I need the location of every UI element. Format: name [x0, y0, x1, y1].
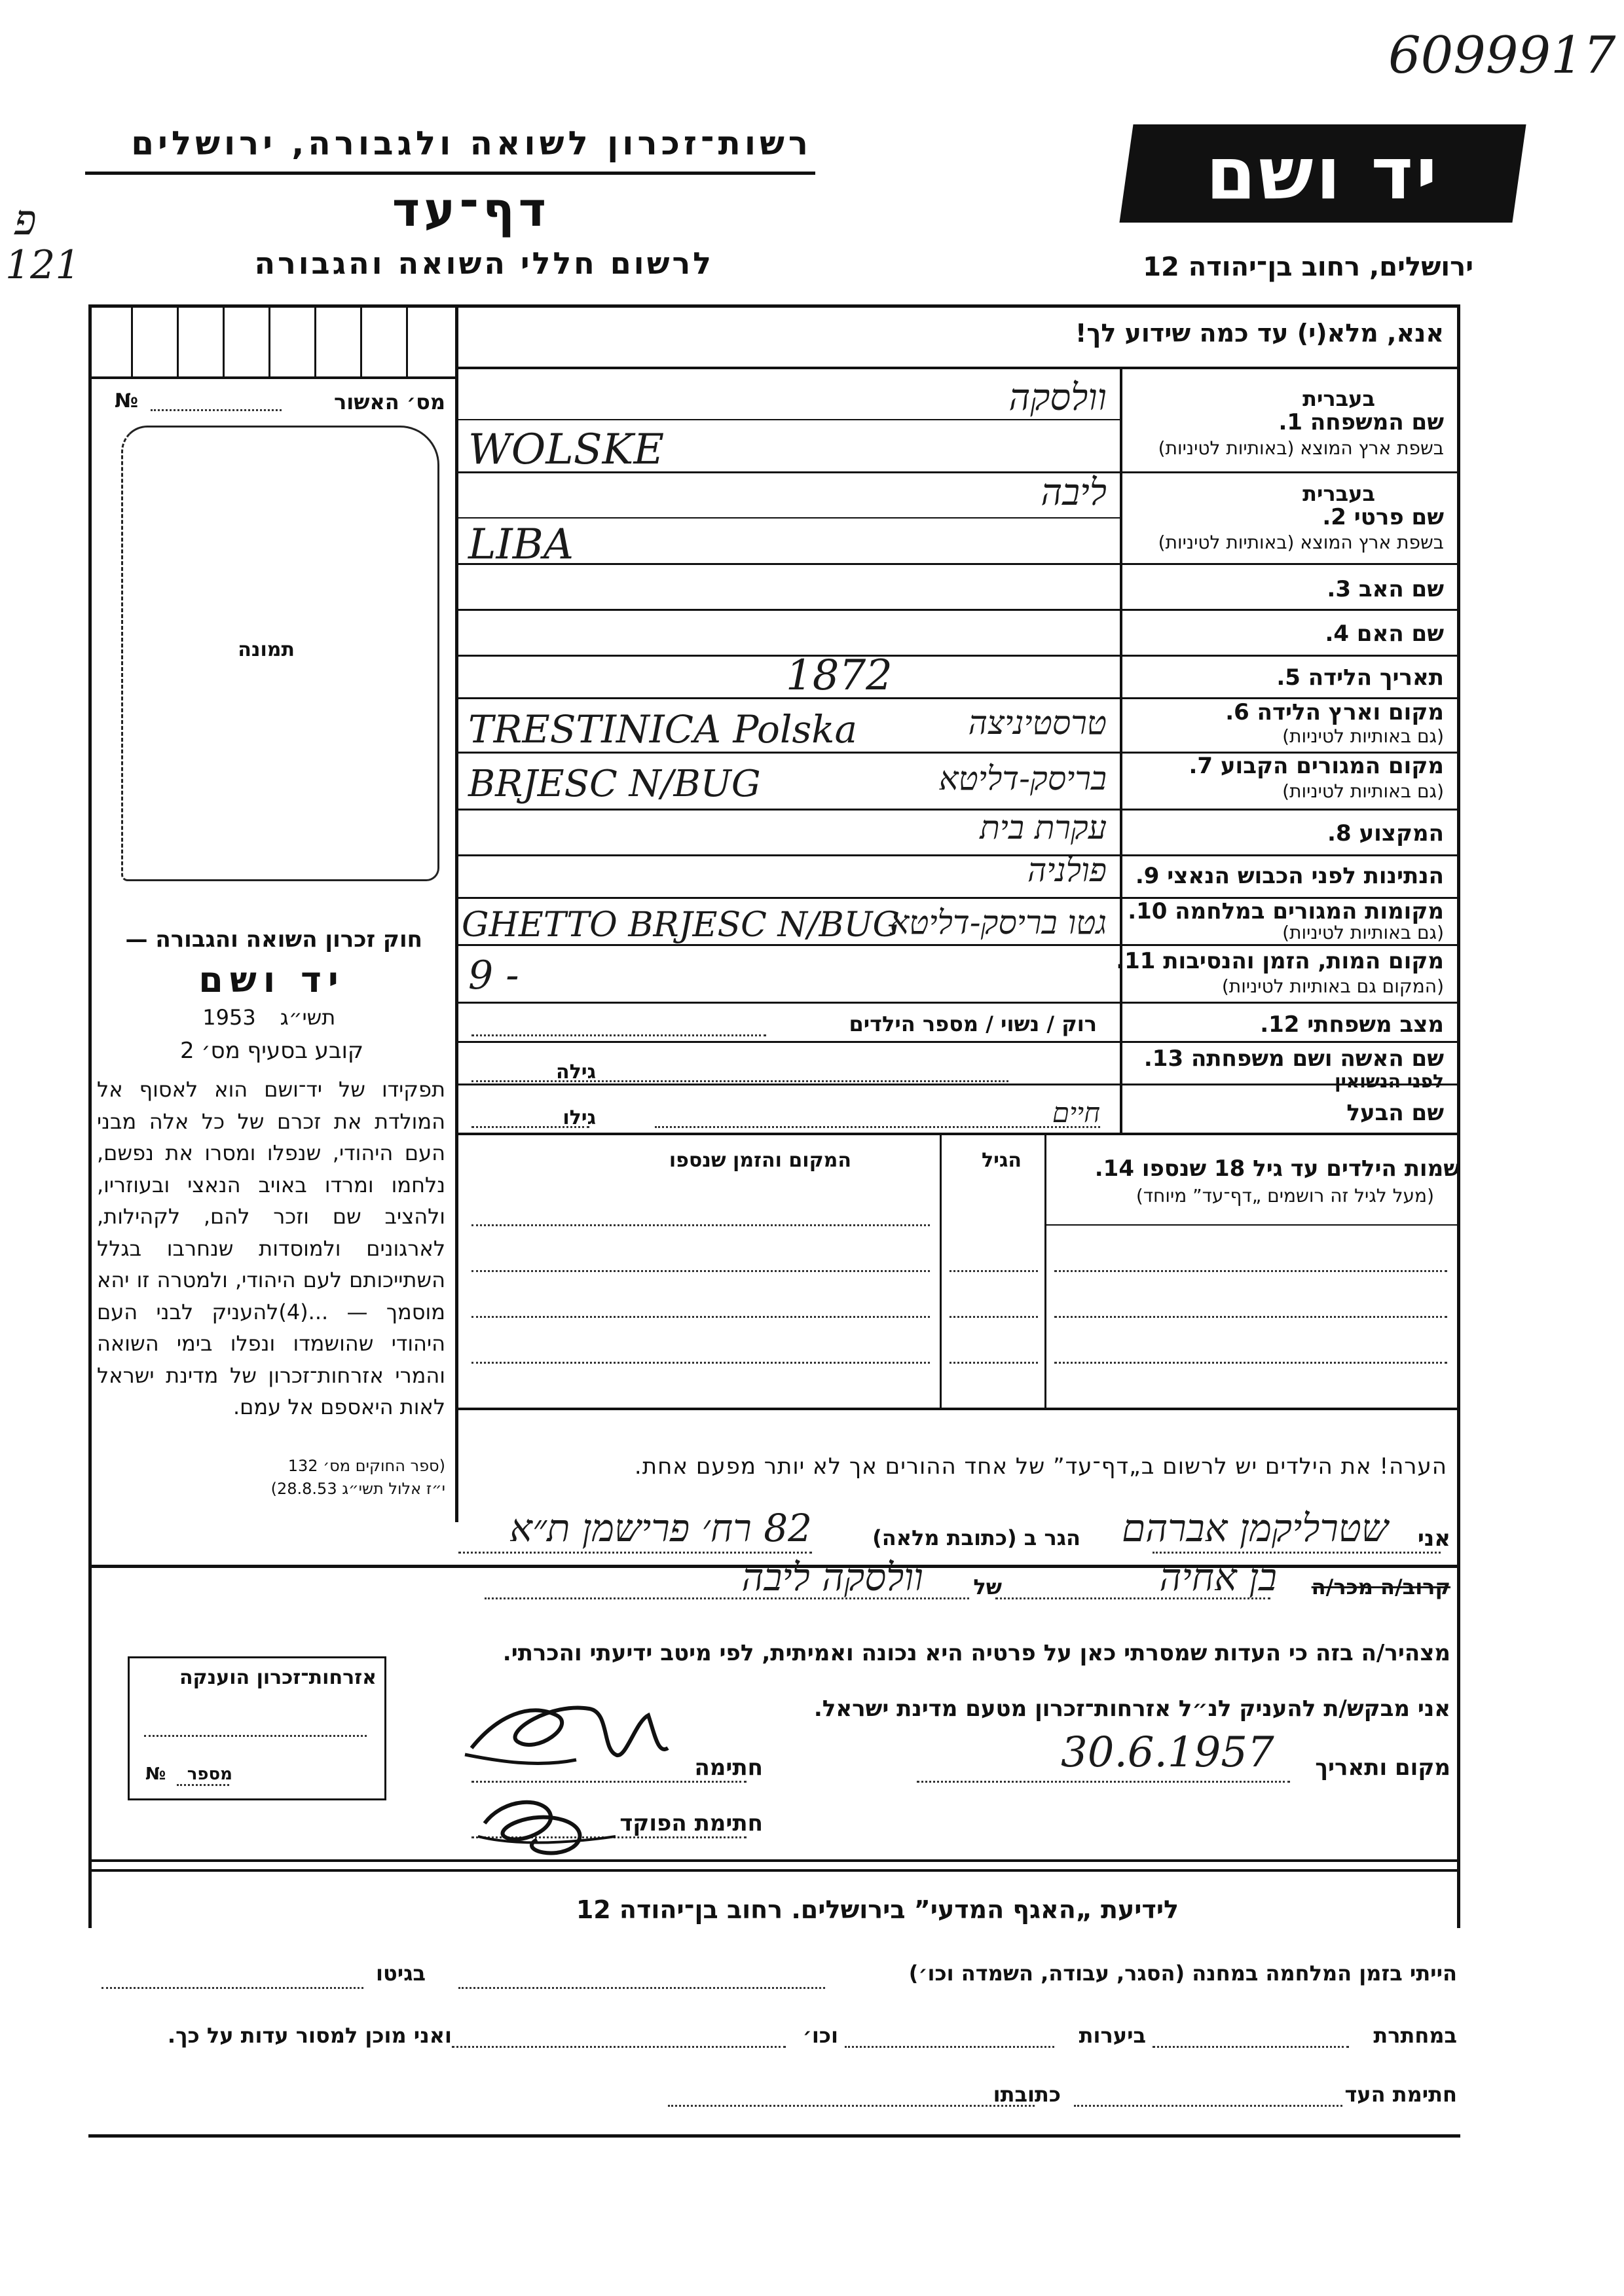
- field-2-sub: בשפת ארץ המוצא (באותיות לטיניות): [1158, 532, 1444, 553]
- footer-ghetto-label: בגיטו: [376, 1961, 426, 1986]
- approval-no-sign: №: [115, 390, 139, 412]
- husband-label: שם הבעל: [1346, 1100, 1444, 1126]
- birthplace-hebrew: טרסטיניצה: [968, 704, 1107, 742]
- profession-value: עקרת בית: [980, 809, 1107, 847]
- authority-underline: [85, 172, 815, 175]
- field-6-sub: (גם באותיות לטיניות): [1282, 725, 1444, 747]
- footer-address-label: כתובתו: [993, 2082, 1061, 2107]
- in-hebrew-2: בעברית: [1302, 481, 1375, 506]
- form-title: דף־עד: [392, 182, 550, 237]
- field-12-label: מצב משפחתי 12.: [1260, 1011, 1444, 1038]
- birthplace-latin: TRESTINICA Polska: [468, 707, 858, 752]
- authority-name: רשות־זכרון לשואה ולגבורה, ירושלים: [131, 124, 812, 162]
- lives-in-label: הגר ב (כתובת מלאה): [872, 1525, 1080, 1550]
- footer-witness-signature-label: חתימת העד: [1344, 2082, 1457, 2107]
- law-title: חוק זכרון השואה והגבורה —: [125, 926, 422, 953]
- citizenship-box-title: אזרחות־זכרון הוענקה: [179, 1666, 377, 1689]
- footer-underground-label: במחתרת: [1373, 2023, 1457, 2048]
- children-label: שמות הילדים עד גיל 18 שנספו 14.: [1094, 1156, 1460, 1182]
- wartime-residence-latin: GHETTO BRJESC N/BUG: [462, 905, 900, 945]
- place-date-value: 30.6.1957: [1061, 1728, 1274, 1777]
- of-label: של: [973, 1575, 1002, 1599]
- margin-note-letter: פ: [14, 196, 37, 245]
- nationality-value: פולניה: [1027, 851, 1107, 889]
- residence-hebrew: בריסק-דליטא: [938, 759, 1107, 797]
- field-13-label: שם האשה ושם משפחתה 13.: [1143, 1046, 1444, 1072]
- death-place-value: 9 -: [468, 953, 519, 998]
- law-clause: קובע בסעיף מס׳ 2: [179, 1038, 364, 1064]
- birth-year: 1872: [786, 651, 893, 700]
- relation-value: בן אחיה: [1159, 1555, 1277, 1599]
- place-date-label: מקום ותאריך: [1315, 1755, 1450, 1781]
- relative-label: קרוב/ה מכר/ה: [1311, 1575, 1450, 1599]
- institute-address: ירושלים, רחוב בן־יהודה 12: [1143, 252, 1473, 282]
- margin-note-number: 121: [5, 242, 81, 288]
- field-2-label: שם פרטי 2.: [1322, 504, 1444, 530]
- declaration-ani: אני: [1417, 1525, 1450, 1552]
- declarant-address: 82 רח׳ פרישמן ת״א: [509, 1506, 812, 1550]
- husband-age-label: גילו: [563, 1106, 596, 1129]
- law-date: י״ז אלול תשי״ג 28.8.53): [270, 1480, 445, 1498]
- field-5-label: תאריך הלידה 5.: [1276, 665, 1444, 691]
- children-age-header: הגיל: [982, 1149, 1022, 1172]
- field-1-label: שם המשפחה 1.: [1278, 409, 1444, 435]
- wife-age-label: גילה: [556, 1061, 596, 1084]
- declarant-name: שטרליקמן אברהם: [1122, 1506, 1388, 1550]
- law-ref: (ספר החוקים מס׳ 132: [287, 1457, 445, 1475]
- field-4-label: שם האם 4.: [1325, 621, 1444, 647]
- clerk-signature: [465, 1784, 635, 1863]
- footer-title: לידיעת „האגף המדעי” בירושלים. רחוב בן־יהודה 12: [576, 1895, 1179, 1924]
- handwritten-archive-number: 6099917: [1388, 26, 1616, 85]
- children-note: הערה! את הילדים יש לרשום ב„דף־עד” של אחד ההורים אך לא יותר מפעם אחת.: [634, 1453, 1447, 1480]
- marital-status-options: רוק / נשוי / מספר הילדים: [849, 1011, 1097, 1036]
- field-1-sub: בשפת ארץ המוצא (באותיות לטיניות): [1158, 437, 1444, 459]
- form-intro: אנא, מלא(י) עד כמה שידוע לך!: [1075, 319, 1444, 348]
- of-name-value: וולסקה ליבה: [741, 1555, 923, 1599]
- residence-latin: BRJESC N/BUG: [468, 763, 761, 805]
- approval-label: מס׳ האשור: [333, 390, 445, 414]
- footer-forests-label: ביערות: [1079, 2023, 1146, 2048]
- law-year-he: תשי״ג: [280, 1005, 336, 1030]
- in-hebrew-1: בעברית: [1302, 386, 1375, 411]
- field-10-sub: (גם באותיות לטיניות): [1282, 922, 1444, 943]
- clerk-signature-label: חתימת הפוקד: [619, 1810, 763, 1836]
- field-7-label: מקום המגורים הקבוע 7.: [1189, 753, 1444, 779]
- field-10-label: מקומות המגורים במלחמה 10.: [1128, 898, 1444, 924]
- first-name-hebrew: ליבה: [1041, 471, 1107, 514]
- surname-hebrew: וולסקה: [1008, 376, 1107, 419]
- husband-name-value: חיים: [1052, 1097, 1100, 1129]
- logo-text: יד ושם: [1206, 132, 1440, 215]
- first-name-latin: LIBA: [468, 520, 574, 569]
- children-place-header: המקום והזמן שנספו: [669, 1149, 851, 1172]
- declaration-request: אני מבקש/ת להעניק לנ״ל אזרחות־זכרון מטעם מדינת ישראל.: [813, 1696, 1450, 1722]
- field-3-label: שם האב 3.: [1327, 576, 1444, 602]
- field-9-label: הנתינות לפני הכבוש הנאצי 9.: [1135, 863, 1444, 889]
- citizenship-number-sign: №: [145, 1764, 166, 1784]
- field-7-sub: (גם באותיות לטיניות): [1282, 780, 1444, 802]
- field-8-label: המקצוע 8.: [1327, 820, 1444, 847]
- field-13-sub: לפני הנשואין: [1334, 1070, 1444, 1092]
- law-name: יד ושם: [198, 959, 345, 1000]
- field-11-label: מקום המות, הזמן והנסיבות 11.: [1116, 948, 1444, 974]
- law-text: תפקידו של יד־ושם הוא לאסוף אל המולדת את זכרם של כל אלה מבני העם היהודי, שנפלו ומסרו את נפשם, נלחמו ומרדו באויב הנאצי ובעוזריו, ולהציב שם וזכר להם, לקהילות, לארגונים ולמוסדות שנחרבו בגלל השתייכותם לעם היהודי, ולמטרה זו יהא מוסמך — ...(4)להעניק לבני העם היהודי שהושמדו ונפלו בימי השואה והמרי אזרחות־זכרון של מדינת ישראל לאות היאספם אל עמם.: [97, 1077, 446, 1419]
- field-11-sub: (המקום גם באותיות לטיניות): [1221, 975, 1444, 997]
- field-6-label: מקום וארץ הלידה 6.: [1225, 699, 1444, 725]
- citizenship-number-label: מספר: [187, 1764, 232, 1784]
- wartime-residence-hebrew: גטו בריסק-דליטא: [889, 903, 1107, 941]
- form-subtitle: לרשום חללי השואה והגבורה: [254, 246, 714, 281]
- children-sub: (מעל לגיל זה רושמים „דף־עד” מיוחד): [1135, 1185, 1434, 1207]
- declarant-signature: [458, 1676, 694, 1787]
- law-year: 1953: [202, 1005, 256, 1030]
- footer-etc-label: וכו׳: [802, 2023, 838, 2048]
- surname-latin: WOLSKE: [468, 426, 665, 474]
- signature-label: חתימה: [694, 1755, 763, 1781]
- footer-camp-label: הייתי בזמן המלחמה במחנה (הסגר, עבודה, השמדה וכו׳): [908, 1961, 1457, 1986]
- photo-label: תמונה: [238, 638, 295, 661]
- footer-willing-label: ואני מוכן למסור עדות על כך.: [167, 2023, 452, 2048]
- declaration-statement: מצהיר/ה בזה כי העדות שמסרתי כאן על פרטיה היא נכונה ואמיתית, לפי מיטב ידיעתי והכרתי.: [502, 1640, 1450, 1666]
